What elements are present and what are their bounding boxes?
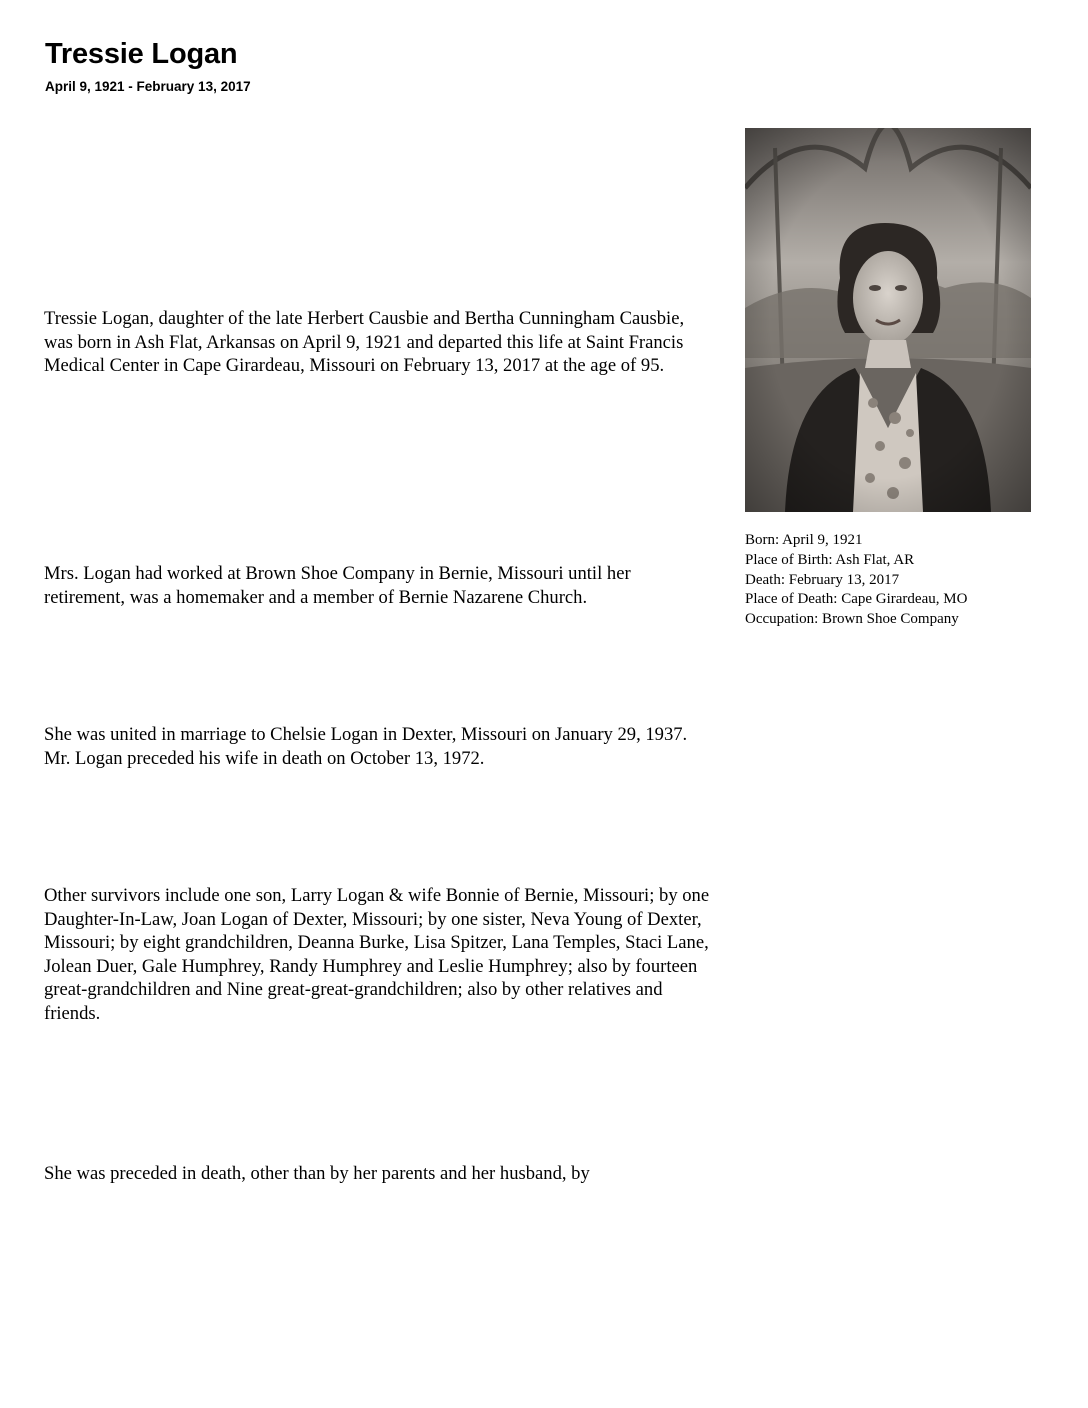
obituary-paragraph: She was united in marriage to Chelsie Logan in Dexter, Missouri on January 29, 1937. Mr. Logan preceded his wife in death on October 13, 1972.	[44, 724, 688, 769]
vital-facts-list	[745, 531, 1075, 630]
obituary-paragraph: Other survivors include one son, Larry Logan & wife Bonnie of Bernie, Missouri; by one Daughter-In-Law, Joan Logan of Dexter, Missouri; by one sister, Neva Young of Dexter, Missouri; by eight grandchildren, Deanna Burke, Lisa Spitzer, Lana Temples, Staci Lane, Jolean Duer, Gale Humphrey, Randy Humphrey and Leslie Humphrey; also by fourteen great-grandchildren and Nine great-great-grandchildren; also by other relatives and friends.	[44, 885, 710, 1024]
fact-place-of-death: Place of Death: Cape Girardeau, MO	[745, 591, 968, 608]
fact-occupation: Occupation: Brown Shoe Company	[745, 611, 959, 628]
fact-death: Death: February 13, 2017	[745, 571, 900, 588]
life-dates: April 9, 1921 - February 13, 2017	[45, 79, 251, 94]
deceased-name: Tressie Logan	[45, 38, 238, 70]
fact-place-of-birth: Place of Birth: Ash Flat, AR	[745, 551, 915, 568]
portrait-photo	[745, 128, 1031, 512]
fact-born: Born: April 9, 1921	[745, 532, 863, 548]
obituary-paragraph: Mrs. Logan had worked at Brown Shoe Company in Bernie, Missouri until her retirement, was a homemaker and a member of Bernie Nazarene Church.	[44, 563, 631, 608]
obituary-paragraph: She was preceded in death, other than by her parents and her husband, by	[44, 1163, 590, 1184]
obituary-paragraph: Tressie Logan, daughter of the late Herbert Causbie and Bertha Cunningham Causbie, was born in Ash Flat, Arkansas on April 9, 1921 and departed this life at Saint Francis Medical Center in Cape Girardeau, Missouri on February 13, 2017 at the age of 95.	[44, 308, 685, 376]
